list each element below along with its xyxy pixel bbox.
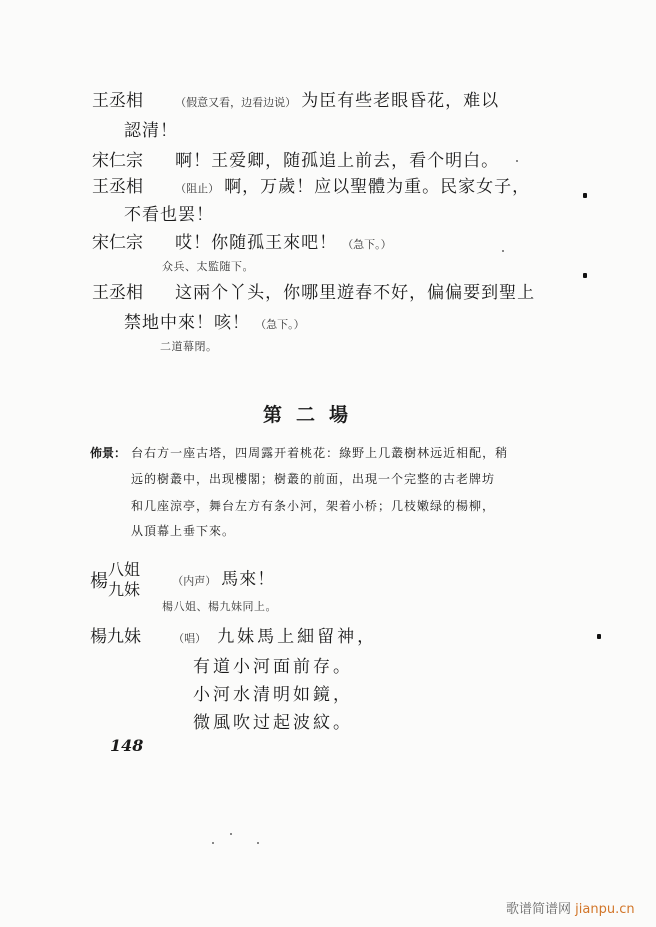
margin-mark	[583, 193, 587, 198]
dialogue-line	[90, 622, 377, 647]
scan-speck	[212, 842, 214, 844]
watermark	[506, 898, 635, 917]
speaker-name: 楊九妹	[90, 627, 141, 647]
speaker-prefix: 楊	[90, 571, 108, 592]
speaker-name: 宋仁宗	[92, 233, 143, 253]
watermark-cn: 歌谱简谱网	[506, 902, 572, 917]
dialogue-continuation	[124, 116, 178, 141]
poem-line: 有道小河面前存。	[193, 657, 353, 677]
scene-title: 第二場	[263, 404, 363, 426]
scan-speck	[230, 833, 232, 835]
dialogue-line	[92, 278, 535, 303]
setting-text: 台右方一座古塔，四周露开着桃花：綠野上几叢樹林远近相配，稍	[131, 446, 509, 460]
dialogue-text: 啊，万歲！应以聖體为重。民家女子，	[224, 177, 531, 197]
speaker-name: 八姐	[108, 560, 141, 579]
dialogue-line	[90, 560, 275, 600]
poem-line: 小河水清明如鏡，	[193, 685, 353, 705]
stage-direction: （急下。）	[255, 318, 305, 331]
dialogue-text: 不看也罢！	[124, 205, 214, 225]
margin-mark	[597, 634, 601, 639]
dialogue-text: 禁地中來！咳！	[124, 313, 250, 333]
speaker-name: 王丞相	[92, 177, 143, 197]
speaker-name: 王丞相	[92, 91, 143, 111]
poem-line: 九妹馬上細留神，	[217, 627, 378, 647]
speaker-name: 王丞相	[92, 283, 143, 303]
stage-direction: （唱）	[173, 632, 207, 645]
dialogue-text: 馬來！	[221, 569, 276, 590]
dialogue-line	[92, 172, 530, 197]
dialogue-continuation	[124, 200, 214, 225]
speaker-name: 九妹	[108, 580, 141, 599]
stage-direction: （阻止）	[175, 182, 220, 195]
stage-direction: （急下。）	[342, 238, 392, 251]
dialogue-continuation	[124, 308, 305, 333]
setting-text: 远的樹叢中，出现樓閣；樹叢的前面，出現一个完整的古老牌坊	[131, 472, 496, 486]
dialogue-line	[92, 146, 499, 171]
dialogue-line	[92, 86, 499, 111]
stage-note: 二道幕閉。	[160, 340, 218, 353]
speaker-name-stacked	[90, 560, 140, 600]
scan-speck	[257, 842, 259, 844]
dialogue-text: 为臣有些老眼昏花，难以	[301, 91, 500, 111]
dialogue-line	[92, 228, 392, 253]
scan-speck	[502, 250, 504, 252]
dialogue-text: 啊！王爱卿，随孤追上前去，看个明白。	[175, 151, 500, 171]
poem-line: 微風吹过起波紋。	[193, 713, 353, 733]
dialogue-text: 哎！你随孤王來吧！	[175, 233, 338, 253]
stage-direction: （假意又看，边看边说）	[175, 96, 297, 109]
stage-note: 楊八姐、楊九妹同上。	[162, 600, 277, 613]
speaker-name: 宋仁宗	[92, 151, 143, 171]
scan-speck	[516, 160, 518, 162]
setting-text: 和几座涼亭，舞台左方有条小河，架着小桥；几枝嫩绿的楊柳，	[131, 499, 496, 513]
stage-direction: （内声）	[172, 574, 217, 588]
setting-label: 佈景：	[90, 446, 127, 460]
stage-note: 众兵、太監随下。	[162, 260, 254, 273]
dialogue-text: 这兩个丫头，你哪里遊春不好，偏偏要到聖上	[175, 283, 536, 303]
margin-mark	[583, 273, 587, 278]
watermark-site: jianpu.cn	[575, 902, 635, 917]
page-number: 148	[110, 736, 144, 755]
setting-text: 从頂幕上垂下來。	[131, 524, 236, 538]
dialogue-text: 認清！	[124, 121, 178, 141]
setting-line	[90, 442, 508, 461]
